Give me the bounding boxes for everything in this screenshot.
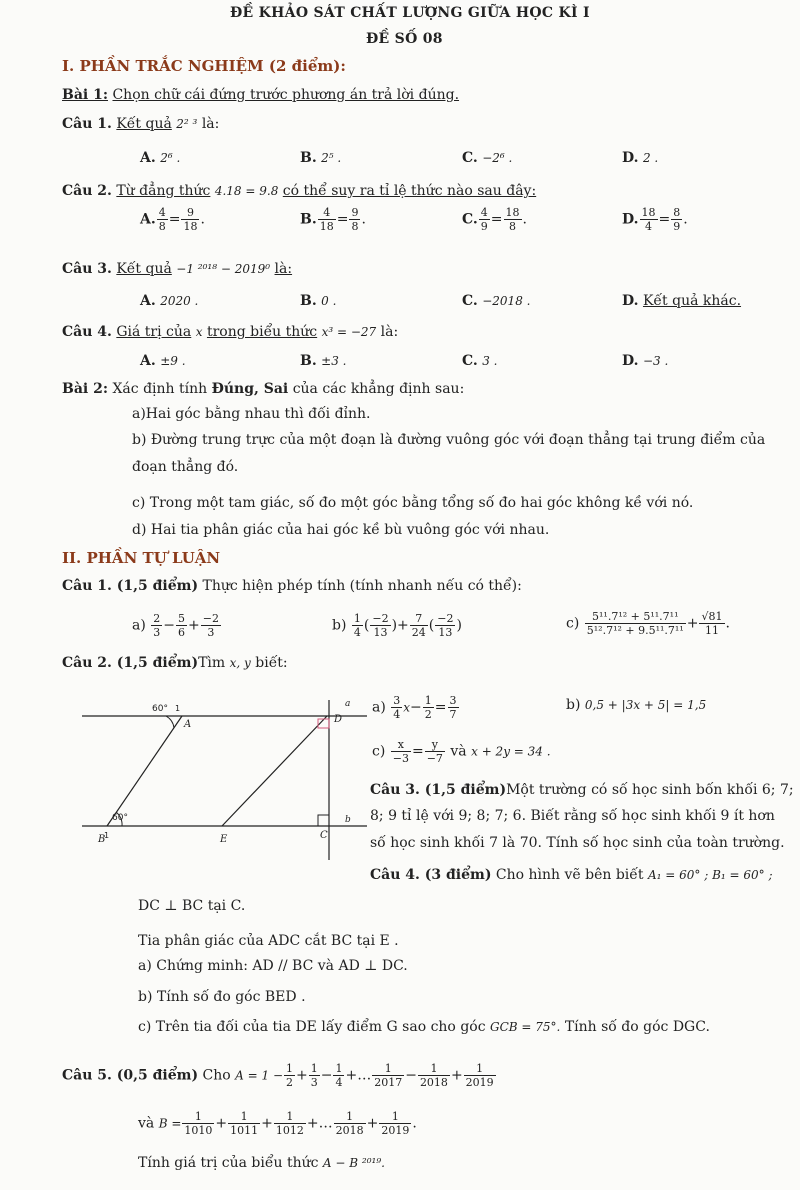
label-angle-a: 60°: [152, 704, 168, 714]
c5-line3: Tính giá trị của biểu thức A − B ²⁰¹⁹.: [138, 1155, 385, 1171]
q3-option-a[interactable]: A. 2020 .: [140, 293, 199, 309]
bai2-item-a: a)Hai góc bằng nhau thì đối đỉnh.: [132, 406, 371, 422]
q2-option-c[interactable]: C. $\frac{4}{9}$ = $\frac{18}{8}$ .: [462, 206, 527, 233]
c5-line1: Câu 5. (0,5 điểm) Cho A = 1 − $\frac{1}{2}$ + $\frac{1}{3}$ − $\frac{1}{4}$ +… $\frac{1}{2017}$ − $\frac{1}{2018}$ + $\frac{1}{2019}$: [62, 1062, 494, 1089]
label-angle-b: 60°: [112, 813, 128, 823]
q3-option-d[interactable]: D. Kết quả khác.: [622, 293, 742, 309]
label-point-c: C: [320, 830, 328, 841]
label-point-b: B: [98, 834, 106, 845]
q4-stem: Câu 4. Giá trị của x trong biểu thức x³ = −27 là:: [62, 324, 399, 340]
c2-part-a: a) $\frac{3}{4}$ x− $\frac{1}{2}$ = $\frac{3}{7}$: [372, 694, 457, 721]
c3-line1: Câu 3. (1,5 điểm)Một trường có số học sinh bốn khối 6; 7;: [370, 782, 794, 798]
c4-line2: DC ⊥ BC tại C.: [138, 898, 246, 914]
c4-line6: c) Trên tia đối của tia DE lấy điểm G sao cho góc GCB = 75°. Tính số đo góc DGC.: [138, 1019, 710, 1035]
q2-option-a[interactable]: A. $\frac{4}{8}$ = $\frac{9}{18}$ .: [140, 206, 205, 233]
geometry-figure: [82, 692, 367, 887]
label-line-b: b: [345, 815, 351, 825]
label-point-e: E: [220, 834, 228, 845]
c3-line3: số học sinh khối 7 là 70. Tính số học sinh của toàn trường.: [370, 835, 785, 851]
c1-part-c: c) $\frac{\text{5¹¹.7¹² + 5¹¹.7¹¹}}{\text{5¹².7¹² + 9.5¹¹.7¹¹}}$ + $\frac{√81}{11}$ .: [566, 610, 730, 637]
bai1-line: Bài 1: Chọn chữ cái đứng trước phương án trả lời đúng.: [62, 87, 460, 103]
bai2-item-b-cont: đoạn thẳng đó.: [132, 459, 239, 475]
q1-stem: Câu 1. Kết quả 2² ³ là:: [62, 116, 220, 132]
label-point-d: D: [334, 714, 343, 725]
bai2-item-c: c) Trong một tam giác, số đo một góc bằng tổng số đo hai góc không kề với nó.: [132, 495, 694, 511]
label-point-a: A: [184, 719, 192, 730]
c1-stem: Câu 1. (1,5 điểm) Thực hiện phép tính (tính nhanh nếu có thể):: [62, 578, 522, 594]
c1-part-a: a) $\frac{2}{3}$ − $\frac{5}{6}$ + $\frac{-2}{3}$: [132, 612, 219, 639]
q2-option-d[interactable]: D. $\frac{18}{4}$ = $\frac{8}{9}$ .: [622, 206, 688, 233]
q1-option-d[interactable]: D. 2 .: [622, 150, 659, 166]
q1-option-c[interactable]: C. −2⁶ .: [462, 150, 513, 166]
c5-line2: và B = $\frac{1}{1010}$ + $\frac{1}{1011}$ + $\frac{1}{1012}$ +… $\frac{1}{2018}$ + $\frac{1}{2019}$ .: [138, 1110, 417, 1137]
q3-option-b[interactable]: B. 0 .: [300, 293, 337, 309]
c3-line2: 8; 9 tỉ lệ với 9; 8; 7; 6. Biết rằng số học sinh khối 9 ít hơn: [370, 808, 775, 824]
exam-number: ĐỀ SỐ 08: [366, 31, 443, 47]
label-index-b: 1: [104, 831, 110, 840]
q1-option-a[interactable]: A. 2⁶ .: [140, 150, 181, 166]
q1-option-b[interactable]: B. 2⁵ .: [300, 150, 342, 166]
c2-part-b: b) 0,5 + |3x + 5| = 1,5: [566, 697, 707, 713]
c2-stem: Câu 2. (1,5 điểm)Tìm x, y biết:: [62, 655, 288, 671]
bai2-item-b: b) Đường trung trực của một đoạn là đường vuông góc với đoạn thẳng tại trung điểm của: [132, 432, 766, 448]
c2-part-c: c) $\frac{x}{-3}$ = $\frac{y}{-7}$ và x + 2y = 34 .: [372, 738, 551, 765]
c4-line1: Câu 4. (3 điểm) Cho hình vẽ bên biết A₁ = 60° ; B₁ = 60° ;: [370, 867, 773, 883]
bai2-line: Bài 2: Xác định tính Đúng, Sai của các khẳng định sau:: [62, 381, 465, 397]
label-index-a: 1: [175, 704, 181, 713]
q3-stem: Câu 3. Kết quả −1 ²⁰¹⁸ − 2019⁰ là:: [62, 261, 293, 277]
q2-option-b[interactable]: B. $\frac{4}{18}$ = $\frac{9}{8}$ .: [300, 206, 366, 233]
bai2-item-d: d) Hai tia phân giác của hai góc kề bù vuông góc với nhau.: [132, 522, 550, 538]
c4-line5: b) Tính số đo góc BED .: [138, 989, 306, 1005]
angle-mark-a: [166, 716, 174, 728]
segment-de: [222, 716, 327, 826]
q4-option-c[interactable]: C. 3 .: [462, 353, 498, 369]
q3-option-c[interactable]: C. −2018 .: [462, 293, 531, 309]
part1-heading: I. PHẦN TRẮC NGHIỆM (2 điểm):: [62, 57, 346, 75]
segment-ab: [107, 716, 182, 826]
q4-option-d[interactable]: D. −3 .: [622, 353, 669, 369]
q2-stem: Câu 2. Từ đẳng thức 4.18 = 9.8 có thể suy ra tỉ lệ thức nào sau đây:: [62, 183, 537, 199]
right-angle-c: [318, 815, 329, 826]
c4-line3: Tia phân giác của ADC cắt BC tại E .: [138, 933, 399, 949]
q4-option-a[interactable]: A. ±9 .: [140, 353, 186, 369]
c1-part-b: b) $\frac{1}{4}$ ( $\frac{-2}{13}$ )+ $\frac{7}{24}$ ( $\frac{-2}{13}$ ): [332, 612, 462, 639]
q4-option-b[interactable]: B. ±3 .: [300, 353, 347, 369]
label-line-a: a: [345, 699, 351, 709]
c4-line4: a) Chứng minh: AD // BC và AD ⊥ DC.: [138, 958, 408, 974]
exam-title: ĐỀ KHẢO SÁT CHẤT LƯỢNG GIỮA HỌC KÌ I: [230, 5, 590, 21]
part2-heading: II. PHẦN TỰ LUẬN: [62, 549, 221, 567]
